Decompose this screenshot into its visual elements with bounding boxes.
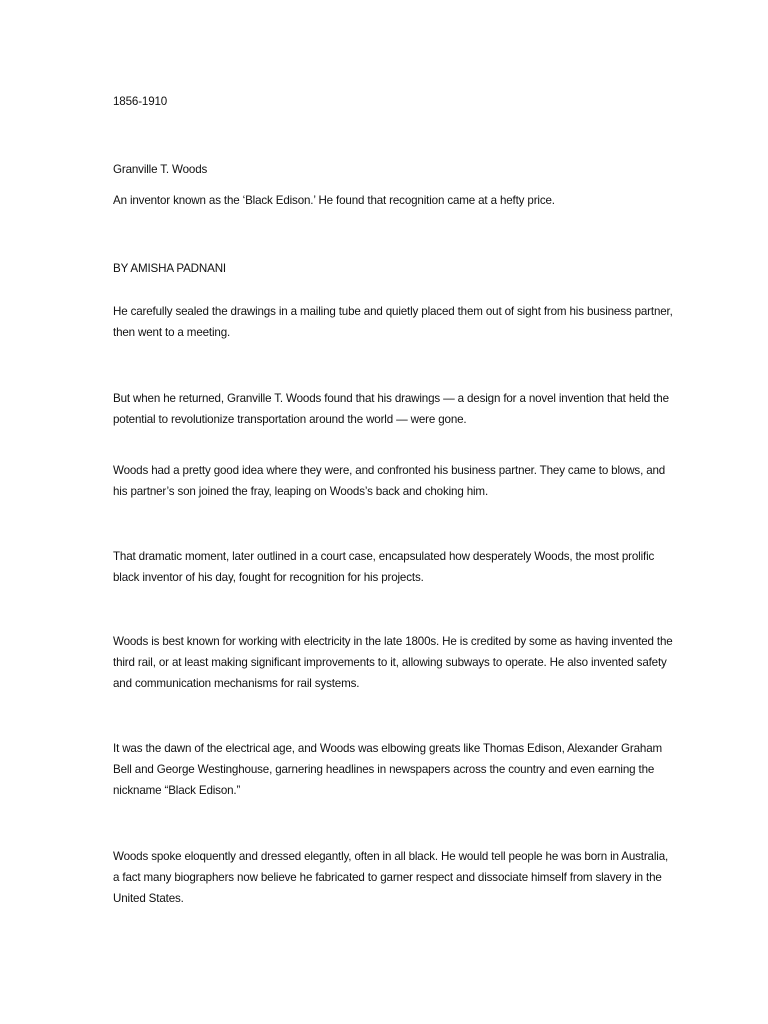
paragraph: That dramatic moment, later outlined in a court case, encapsulated how desperately Woods, the most prolific black inventor of his day, fought for recognition for his projects. <box>113 550 655 584</box>
dates: 1856-1910 <box>113 95 168 108</box>
paragraph: Woods spoke eloquently and dressed elegantly, often in all black. He would tell people he was born in Australia, a fact many biographers now believe he fabricated to garner respect and dissociate himself from slavery in the United States. <box>113 850 669 905</box>
paragraph: It was the dawn of the electrical age, and Woods was elbowing greats like Thomas Edison, Alexander Graham Bell and George Westinghouse, garnering headlines in newspapers across the country and even earning the nickname “Black Edison.” <box>113 742 663 797</box>
subtitle: An inventor known as the ‘Black Edison.’ He found that recognition came at a hefty price. <box>113 194 555 207</box>
paragraph: He carefully sealed the drawings in a mailing tube and quietly placed them out of sight from his business partner, then went to a meeting. <box>113 305 673 339</box>
person-name: Granville T. Woods <box>113 163 208 176</box>
paragraph: Woods is best known for working with electricity in the late 1800s. He is credited by some as having invented the third rail, or at least making significant improvements to it, allowing subways to operate. He also invented safety and communication mechanisms for rail systems. <box>113 635 673 690</box>
paragraph: Woods had a pretty good idea where they were, and confronted his business partner. They came to blows, and his partner’s son joined the fray, leaping on Woods’s back and choking him. <box>113 464 666 498</box>
byline: BY AMISHA PADNANI <box>113 262 226 275</box>
paragraph: But when he returned, Granville T. Woods found that his drawings — a design for a novel invention that held the potential to revolutionize transportation around the world — were gone. <box>113 392 669 426</box>
